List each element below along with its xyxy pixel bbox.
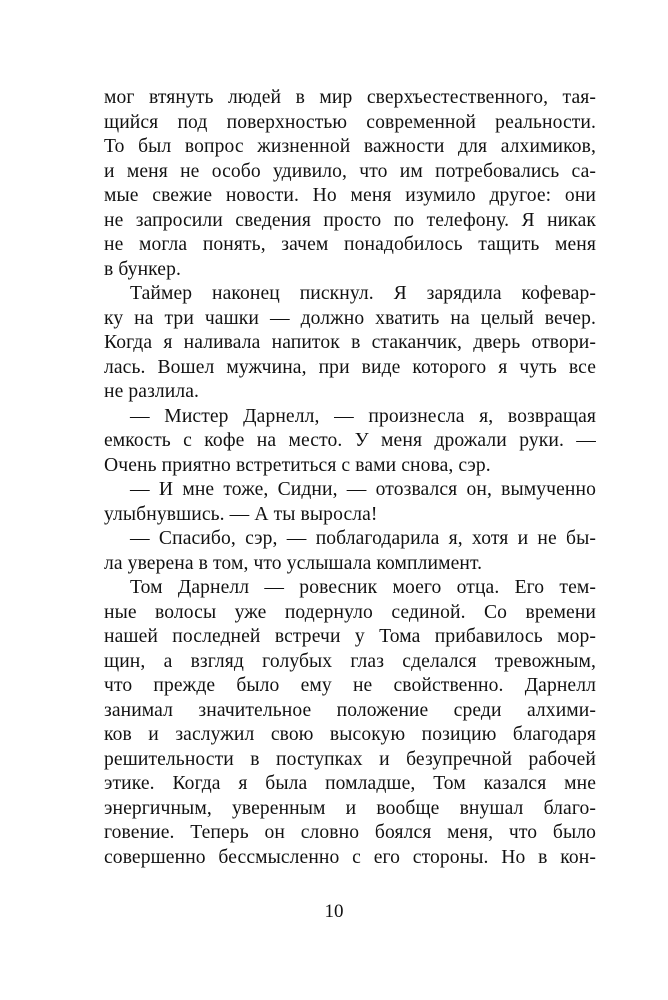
text-line: ла уверена в том, что услышала комплимент. (104, 552, 483, 574)
text-line: ков и заслужил свою высокую позицию благодаря (104, 724, 596, 745)
text-line: лась. Вошел мужчина, при виде которого я чуть все (104, 356, 596, 378)
text-line: решительности в поступках и безупречной рабочей (104, 748, 596, 770)
text-line: щийся под поверхностью современной реальности. (104, 111, 596, 133)
text-line: что прежде было ему не свойственно. Дарнелл (104, 675, 596, 696)
text-line: не разлила. (104, 381, 200, 402)
text-line: улыбнувшись. — А ты выросла! (104, 503, 378, 525)
text-line: — И мне тоже, Сидни, — отозвался он, вымученно (130, 479, 596, 500)
text-line: нашей последней встречи у Тома прибавилось мор- (104, 626, 596, 647)
text-line: не запросили сведения просто по телефону. Я никак (104, 209, 596, 231)
text-line: в бункер. (104, 258, 181, 280)
text-line: Том Дарнелл — ровесник моего отца. Его тем- (130, 577, 596, 598)
text-line: мог втянуть людей в мир сверхъестественного, тая- (104, 87, 596, 108)
text-line: энергичным, уверенным и вообще внушал благо- (104, 797, 596, 819)
text-line: мые свежие новости. Но меня изумило другое: они (104, 185, 596, 206)
text-line: — Мистер Дарнелл, — произнесла я, возвращая (130, 405, 596, 427)
text-line: То был вопрос жизненной важности для алхимиков, (104, 136, 596, 157)
text-line: и меня не особо удивило, что им потребовались са- (104, 160, 596, 182)
text-line: ные волосы уже подернуло сединой. Со времени (104, 601, 596, 623)
text-line: емкость с кофе на место. У меня дрожали руки. — (104, 430, 596, 451)
text-line: этике. Когда я была помладше, Том казался мне (104, 773, 596, 794)
page-body-text (104, 86, 596, 870)
text-line: говение. Теперь он словно боялся меня, что было (104, 822, 596, 843)
page-number: 10 (324, 901, 344, 922)
text-line: щин, а взгляд голубых глаз сделался тревожным, (104, 650, 596, 672)
text-line: ку на три чашки — должно хватить на целый вечер. (104, 307, 596, 329)
text-line: Таймер наконец пискнул. Я зарядила кофевар- (130, 283, 596, 304)
text-line: Когда я наливала напиток в стаканчик, дверь отвори- (104, 332, 596, 353)
text-line: занимал значительное положение среди алхими- (104, 699, 596, 721)
text-line: не могла понять, зачем понадобилось тащить меня (104, 234, 596, 255)
text-line: Очень приятно встретиться с вами снова, сэр. (104, 454, 491, 476)
text-line: — Спасибо, сэр, — поблагодарила я, хотя и не бы- (130, 528, 596, 549)
text-line: совершенно бессмысленно с его стороны. Но в кон- (104, 846, 596, 868)
